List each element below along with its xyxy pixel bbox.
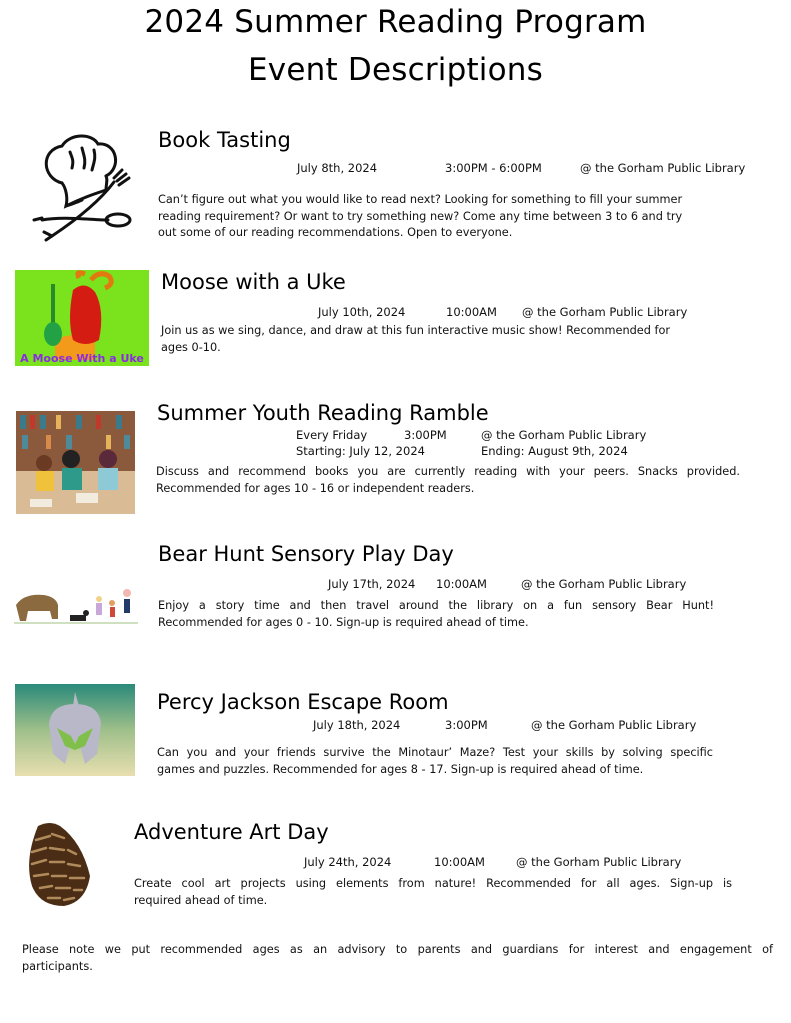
event-description: Enjoy a story time and then travel around the library on a fun sensory Bear Hunt! Recommended for ages 0 - 10. Sign-up is required ahead of time. — [158, 599, 714, 629]
event-date: July 18th, 2024 — [313, 718, 401, 732]
event-schedule: Every Friday — [296, 428, 368, 442]
spartan-helmet-illustration — [15, 684, 135, 776]
page-title-line-2: Event Descriptions — [248, 52, 543, 88]
event-date: July 10th, 2024 — [318, 305, 406, 319]
page-title-line-1: 2024 Summer Reading Program — [144, 4, 647, 40]
event-date: July 8th, 2024 — [297, 161, 378, 175]
event-end-date: Ending: August 9th, 2024 — [481, 444, 628, 458]
event-location: @ the Gorham Public Library — [516, 855, 682, 869]
event-title: Percy Jackson Escape Room — [157, 690, 449, 714]
event-location: @ the Gorham Public Library — [521, 577, 687, 591]
event-description: Can’t figure out what you would like to read next? Looking for something to fill your summer reading requirement? Or want to try something new? Come any time between 3 to 6 and try out some of our reading recommendations. Open to everyone. — [158, 193, 683, 240]
svg-text:A Moose With a Uke: A Moose With a Uke — [20, 352, 144, 365]
event-location: @ the Gorham Public Library — [522, 305, 688, 319]
event-description: Join us as we sing, dance, and draw at this fun interactive music show! Recommended for ages 0-10. — [161, 324, 671, 354]
event-location: @ the Gorham Public Library — [580, 161, 746, 175]
event-description: Create cool art projects using elements from nature! Recommended for all ages. Sign-up is required ahead of time. — [134, 877, 732, 907]
event-time: 10:00AM — [436, 577, 487, 591]
event-title: Book Tasting — [158, 128, 291, 152]
event-title: Adventure Art Day — [134, 820, 329, 844]
event-date: July 17th, 2024 — [328, 577, 416, 591]
event-location: @ the Gorham Public Library — [531, 718, 697, 732]
chef-hat-utensils-icon — [22, 128, 140, 243]
bear-hunt-illustration — [14, 585, 138, 627]
moose-with-ukulele-illustration — [15, 270, 149, 366]
event-title: Bear Hunt Sensory Play Day — [158, 542, 454, 566]
pinecone-illustration — [20, 820, 96, 908]
event-title: Moose with a Uke — [161, 270, 346, 294]
event-date: July 24th, 2024 — [304, 855, 392, 869]
event-title: Summer Youth Reading Ramble — [157, 401, 489, 425]
event-time: 3:00PM — [445, 718, 488, 732]
event-description: Can you and your friends survive the Minotaur’ Maze? Test your skills by solving specific games and puzzles. Recommended for ages 8 - 17. Sign-up is required ahead of time. — [157, 746, 713, 776]
event-time: 10:00AM — [446, 305, 497, 319]
event-start-date: Starting: July 12, 2024 — [296, 444, 425, 458]
event-time: 10:00AM — [434, 855, 485, 869]
advisory-note: Please note we put recommended ages as an advisory to parents and guardians for interest and engagement of participants. — [22, 943, 773, 973]
event-location: @ the Gorham Public Library — [481, 428, 647, 442]
event-time: 3:00PM - 6:00PM — [445, 161, 542, 175]
event-time: 3:00PM — [404, 428, 447, 442]
event-description: Discuss and recommend books you are currently reading with your peers. Snacks provided. Recommended for ages 10 - 16 or independent readers. — [156, 465, 740, 495]
kids-reading-in-library-illustration — [16, 411, 135, 514]
